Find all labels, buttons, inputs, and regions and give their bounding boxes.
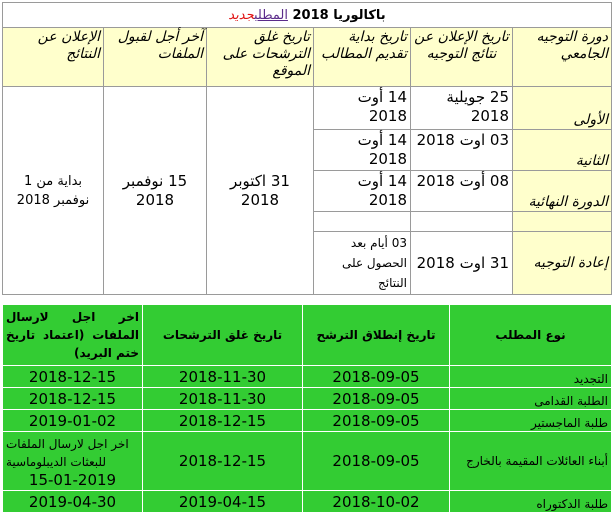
row-label: الأولى — [513, 87, 612, 130]
requests-table — [2, 304, 612, 513]
cell-close: 2019-04-15 — [143, 491, 303, 513]
cell-deadline — [3, 432, 143, 491]
header-row — [3, 305, 612, 366]
header-announce: تاريخ الإعلان عن نتائج التوجيه — [411, 28, 513, 87]
table-row — [3, 410, 612, 432]
cell-type: أبناء العائلات المقيمة بالخارج — [450, 432, 612, 491]
cell-results: بداية من 1 نوفمبر 2018 — [3, 87, 104, 295]
title-prefix: باكالوريا 2018 — [292, 7, 386, 23]
cell-deadline: 2018-12-15 — [3, 366, 143, 388]
header-type: نوع المطلب — [450, 305, 612, 366]
table-row — [3, 366, 612, 388]
cell-type: طلبة الماجستير — [450, 410, 612, 432]
row-label: إعادة التوجيه — [513, 232, 612, 295]
cell-type: الطلبة القدامى — [450, 388, 612, 410]
cell-close: 2018-11-30 — [143, 388, 303, 410]
row-label: الدورة النهائية — [513, 171, 612, 212]
deadline-note: اخر اجل لارسال الملفات للبعثات الديبلوماسية — [6, 437, 129, 469]
header-start: تاريخ إنطلاق الترشح — [303, 305, 450, 366]
new-badge: جديد — [228, 7, 254, 23]
table-row — [3, 432, 612, 491]
header-deadline: اخر اجل لارسال الملفات (اعتماد تاريخ ختم البريد) — [3, 305, 143, 366]
cell-announce — [411, 212, 513, 232]
cell-start: 14 أوت 2018 — [314, 87, 411, 130]
cell-start: 2018-09-05 — [303, 366, 450, 388]
cell-announce: 25 جويلية 2018 — [411, 87, 513, 130]
cell-start: 14 أوت 2018 — [314, 171, 411, 212]
header-cycle: دورة التوجيه الجامعي — [513, 28, 612, 87]
header-files: آخر أجل لقبول الملفات — [104, 28, 207, 87]
deadline-date: 15-01-2019 — [28, 471, 117, 489]
title-link[interactable]: المطلب — [253, 7, 288, 23]
cell-type: التجديد — [450, 366, 612, 388]
cell-deadline: 2019-04-30 — [3, 491, 143, 513]
cell-start: 2018-09-05 — [303, 388, 450, 410]
row-label: الثانية — [513, 130, 612, 171]
cell-files: 15 نوفمبر 2018 — [104, 87, 207, 295]
cell-deadline: 2019-01-02 — [3, 410, 143, 432]
cell-announce: 08 أوت 2018 — [411, 171, 513, 212]
cell-start: 2018-10-02 — [303, 491, 450, 513]
header-row — [3, 28, 612, 87]
cell-announce: 03 اوت 2018 — [411, 130, 513, 171]
header-results: الإعلان عن النتائج — [3, 28, 104, 87]
cell-start — [314, 212, 411, 232]
cell-close: 2018-12-15 — [143, 410, 303, 432]
header-start: تاريخ بداية تقديم المطالب — [314, 28, 411, 87]
row-label — [513, 212, 612, 232]
cell-close: 2018-11-30 — [143, 366, 303, 388]
header-close: تاريخ غلق الترشحات — [143, 305, 303, 366]
table-row — [3, 87, 612, 130]
cell-start: 2018-09-05 — [303, 410, 450, 432]
bac-orientation-table — [2, 2, 612, 295]
cell-deadline: 2018-12-15 — [3, 388, 143, 410]
header-close: تاريخ غلق الترشحات على الموقع — [207, 28, 314, 87]
cell-close: 31 اكتوبر 2018 — [207, 87, 314, 295]
cell-start: 14 أوت 2018 — [314, 130, 411, 171]
cell-announce: 31 اوت 2018 — [411, 232, 513, 295]
cell-start: 2018-09-05 — [303, 432, 450, 491]
table-title — [3, 3, 612, 28]
table-row — [3, 388, 612, 410]
table-row — [3, 491, 612, 513]
cell-close: 2018-12-15 — [143, 432, 303, 491]
cell-type: طلبة الدكتوراه — [450, 491, 612, 513]
cell-start: 03 أيام بعد الحصول على النتائج — [314, 232, 411, 295]
